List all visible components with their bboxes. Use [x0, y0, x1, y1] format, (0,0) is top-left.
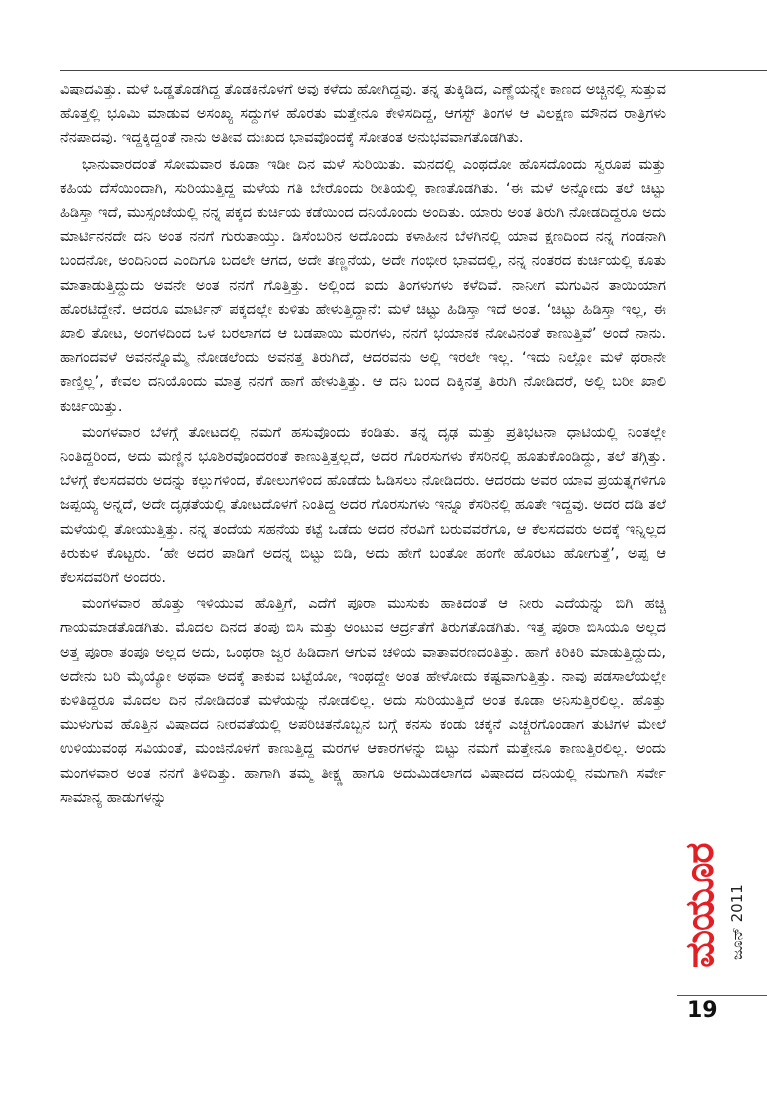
magazine-logo-text: ಮಯೂರ — [677, 843, 723, 968]
page-number: 19 — [687, 998, 718, 1023]
top-rule — [60, 70, 767, 71]
paragraph-2: ಭಾನುವಾರದಂತೆ ಸೋಮವಾರ ಕೂಡಾ ಇಡೀ ದಿನ ಮಳೆ ಸುರಿಯಿತು. ಮನದಲ್ಲಿ ಎಂಥದೋ ಹೊಸದೊಂದು ಸ್ವರೂಪ ಮತ್ತು ಕಹಿಯ ದೆಸೆಯಿಂದಾಗಿ, ಸುರಿಯುತ್ತಿದ್ದ ಮಳೆಯ ಗತಿ ಬೇರೊಂದು ರೀತಿಯಲ್ಲಿ ಕಾಣತೊಡಗಿತು. ‘ಈ ಮಳೆ ಅನ್ನೋದು ತಲೆ ಚಿಟ್ಟು ಹಿಡಿಸ್ತಾ ಇದೆ, ಮುಸ್ಸಂಜೆಯಲ್ಲಿ ನನ್ನ ಪಕ್ಕದ ಕುರ್ಚಿಯ ಕಡೆಯಿಂದ ದನಿಯೊಂದು ಅಂದಿತು. ಯಾರು ಅಂತ ತಿರುಗಿ ನೋಡದಿದ್ದರೂ ಅದು ಮಾರ್ಟಿನನದೇ ದನಿ ಅಂತ ನನಗೆ ಗುರುತಾಯ್ತು. ಡಿಸೆಂಬರಿನ ಅದೊಂದು ಕಳಾಹೀನ ಬೆಳಗಿನಲ್ಲಿ ಯಾವ ಕ್ಷಣದಿಂದ ನನ್ನ ಗಂಡನಾಗಿ ಬಂದನೋ, ಅಂದಿನಿಂದ ಎಂದಿಗೂ ಬದಲೇ ಆಗದ, ಅದೇ ತಣ್ಣನೆಯ, ಅದೇ ಗಂಭೀರ ಭಾವದಲ್ಲಿ, ನನ್ನ ನಂತರದ ಕುರ್ಚಿಯಲ್ಲಿ ಕೂತು ಮಾತಾಡುತ್ತಿದ್ದುದು ಅವನೇ ಅಂತ ನನಗೆ ಗೊತ್ತಿತ್ತು. ಅಲ್ಲಿಂದ ಐದು ತಿಂಗಳುಗಳು ಕಳೆದಿವೆ. ನಾನೀಗ ಮಗುವಿನ ತಾಯಿಯಾಗ ಹೊರಟಿದ್ದೇನೆ. ಆದರೂ ಮಾರ್ಟಿನ್ ಪಕ್ಕದಲ್ಲೇ ಕುಳಿತು ಹೇಳುತ್ತಿದ್ದಾನೆ: ಮಳೆ ಚಿಟ್ಟು ಹಿಡಿಸ್ತಾ ಇದೆ ಅಂತ. ‘ಚಿಟ್ಟು ಹಿಡಿಸ್ತಾ ಇಲ್ಲ, ಈ ಖಾಲಿ ತೋಟ, ಅಂಗಳದಿಂದ ಒಳ ಬರಲಾಗದ ಆ ಬಡಪಾಯಿ ಮರಗಳು, ನನಗೆ ಭಯಾನಕ ನೋವಿನಂತೆ ಕಾಣುತ್ತಿವೆ’ ಅಂದೆ ನಾನು. ಹಾಗಂದವಳೆ ಅವನನ್ನೊಮ್ಮೆ ನೋಡಲೆಂದು ಅವನತ್ತ ತಿರುಗಿದೆ, ಆದರವನು ಅಲ್ಲಿ ಇರಲೇ ಇಲ್ಲ. ‘ಇದು ನಿಲ್ಲೋ ಮಳೆ ಥರಾನೇ ಕಾಣ್ತಿಲ್ಲ’, ಕೇವಲ ದನಿಯೊಂದು ಮಾತ್ರ ನನಗೆ ಹಾಗೆ ಹೇಳುತ್ತಿತ್ತು. ಆ ದನಿ ಬಂದ ದಿಕ್ಕಿನತ್ತ ತಿರುಗಿ ನೋಡಿದರೆ, ಅಲ್ಲಿ ಬರೀ ಖಾಲಿ ಕುರ್ಚಿಯಿತ್ತು. — [60, 155, 666, 415]
paragraph-1: ವಿಷಾದವಿತ್ತು. ಮಳೆ ಒಡ್ಡತೊಡಗಿದ್ದ ತೊಡಕಿನೊಳಗೆ ಅವು ಕಳೆದು ಹೋಗಿದ್ದವು. ತನ್ನ ತುಕ್ಕಿಡಿದ, ಎಣ್ಣೆಯನ್ನೇ ಕಾಣದ ಅಚ್ಚಿನಲ್ಲಿ ಸುತ್ತುವ ಹೊತ್ತಲ್ಲಿ ಭೂಮಿ ಮಾಡುವ ಅಸಂಖ್ಯ ಸದ್ದುಗಳ ಹೊರತು ಮತ್ತೇನೂ ಕೇಳಿಸದಿದ್ದ, ಆಗಸ್ಟ್ ತಿಂಗಳ ಆ ವಿಲಕ್ಷಣ ಮೌನದ ರಾತ್ರಿಗಳು ನೆನಪಾದವು. ಇದ್ದಕ್ಕಿದ್ದಂತೆ ನಾನು ಅತೀವ ದುಃಖದ ಭಾವವೊಂದಕ್ಕೆ ಸೋತಂತ ಅನುಭವವಾಗತೊಡಗಿತು. — [60, 81, 666, 147]
magazine-masthead — [677, 800, 757, 970]
issue-date — [727, 800, 747, 970]
article-body — [60, 78, 666, 810]
paragraph-3: ಮಂಗಳವಾರ ಬೆಳಗ್ಗೆ ತೋಟದಲ್ಲಿ ನಮಗೆ ಹಸುವೊಂದು ಕಂಡಿತು. ತನ್ನ ದೃಢ ಮತ್ತು ಪ್ರತಿಭಟನಾ ಧಾಟಿಯಲ್ಲಿ ನಿಂತಲ್ಲೇ ನಿಂತಿದ್ದರಿಂದ, ಅದು ಮಣ್ಣಿನ ಭೂಶಿರವೊಂದರಂತೆ ಕಾಣುತ್ತಿತ್ತಲ್ಲದೆ, ಅದರ ಗೊರಸುಗಳು ಕೆಸರಿನಲ್ಲಿ ಹೂತುಕೊಂಡಿದ್ದು, ತಲೆ ತಗ್ಗಿತ್ತು. ಬೆಳಗ್ಗೆ ಕೆಲಸದವರು ಅದನ್ನು ಕಲ್ಲುಗಳಿಂದ, ಕೋಲುಗಳಿಂದ ಹೊಡೆದು ಓಡಿಸಲು ನೋಡಿದರು. ಆದರದು ಅವರ ಯಾವ ಪ್ರಯತ್ನಗಳಿಗೂ ಜಪ್ಪಯ್ಯ ಅನ್ನದೆ, ಅದೇ ದೃಢತೆಯಲ್ಲಿ ತೋಟದೊಳಗೆ ನಿಂತಿದ್ದ ಅದರ ಗೊರಸುಗಳು ಇನ್ನೂ ಕೆಸರಿನಲ್ಲಿ ಹೂತೇ ಇದ್ದವು. ಅದರ ದಡಿ ತಲೆ ಮಳೆಯಲ್ಲಿ ತೋಯುತ್ತಿತ್ತು. ನನ್ನ ತಂದೆಯ ಸಹನೆಯ ಕಟ್ಟೆ ಒಡೆದು ಅದರ ನೆರವಿಗೆ ಬರುವವರೆಗೂ, ಆ ಕೆಲಸದವರು ಅದಕ್ಕೆ ಇನ್ನಿಲ್ಲದ ಕಿರುಕುಳ ಕೊಟ್ಟರು. ‘ಹೇ ಅದರ ಪಾಡಿಗೆ ಅದನ್ನ ಬಿಟ್ಟು ಬಿಡಿ, ಅದು ಹೇಗೆ ಬಂತೋ ಹಂಗೇ ಹೊರಟು ಹೋಗುತ್ತೆ’, ಅಪ್ಪ ಆ ಕೆಲಸದವರಿಗೆ ಅಂದರು. — [60, 423, 666, 587]
issue-date-text: ಜೂನ್ 2011 — [728, 884, 746, 960]
paragraph-4: ಮಂಗಳವಾರ ಹೊತ್ತು ಇಳಿಯುವ ಹೊತ್ತಿಗೆ, ಎದೆಗೆ ಪೂರಾ ಮುಸುಕು ಹಾಕಿದಂತೆ ಆ ನೀರು ಎದೆಯನ್ನು ಬಿಗಿ ಹಚ್ಚಿ ಗಾಯಮಾಡತೊಡಗಿತು. ಮೊದಲ ದಿನದ ತಂಪು ಬಿಸಿ ಮತ್ತು ಅಂಟುವ ಆರ್ದ್ರತೆಗೆ ತಿರುಗತೊಡಗಿತು. ಇತ್ತ ಪೂರಾ ಬಿಸಿಯೂ ಅಲ್ಲದ ಅತ್ತ ಪೂರಾ ತಂಪೂ ಅಲ್ಲದ ಅದು, ಒಂಥರಾ ಜ್ವರ ಹಿಡಿದಾಗ ಆಗುವ ಚಳಿಯ ವಾತಾವರಣದಂತಿತ್ತು. ಹಾಗೆ ಕಿರಿಕಿರಿ ಮಾಡುತ್ತಿದ್ದುದು, ಅದೇನು ಬರಿ ಮೈಯ್ಯೋ ಅಥವಾ ಅದಕ್ಕೆ ತಾಕುವ ಬಟ್ಟೆಯೋ, ಇಂಥದ್ದೇ ಅಂತ ಹೇಳೋದು ಕಷ್ಟವಾಗುತ್ತಿತ್ತು. ನಾವು ಪಡಸಾಲೆಯಲ್ಲೇ ಕುಳಿತಿದ್ದರೂ ಮೊದಲ ದಿನ ನೋಡಿದಂತೆ ಮಳೆಯನ್ನು ನೋಡಲಿಲ್ಲ. ಅದು ಸುರಿಯುತ್ತಿದೆ ಅಂತ ಕೂಡಾ ಅನಿಸುತ್ತಿರಲಿಲ್ಲ. ಹೊತ್ತು ಮುಳುಗುವ ಹೊತ್ತಿನ ವಿಷಾದದ ನೀರವತೆಯಲ್ಲಿ ಅಪರಿಚಿತನೊಬ್ಬನ ಬಗ್ಗೆ ಕನಸು ಕಂಡು ಚಕ್ಕನೆ ಎಚ್ಚರಗೊಂಡಾಗ ತುಟಿಗಳ ಮೇಲೆ ಉಳಿಯುವಂಥ ಸವಿಯಂತೆ, ಮಂಜಿನೊಳಗೆ ಕಾಣುತ್ತಿದ್ದ ಮರಗಳ ಆಕಾರಗಳನ್ನು ಬಿಟ್ಟು ನಮಗೆ ಮತ್ತೇನೂ ಕಾಣುತ್ತಿರಲಿಲ್ಲ. ಅಂದು ಮಂಗಳವಾರ ಅಂತ ನನಗೆ ತಿಳಿದಿತ್ತು. ಹಾಗಾಗಿ ತಮ್ಮ ತೀಕ್ಷ್ಣ ಹಾಗೂ ಅದುಮಿಡಲಾಗದ ವಿಷಾದದ ದನಿಯಲ್ಲಿ ನಮಗಾಗಿ ಸರ್ವೇ ಸಾಮಾನ್ಯ ಹಾಡುಗಳನ್ನು — [60, 595, 666, 806]
page-number-rule — [677, 995, 767, 996]
magazine-logo — [677, 843, 723, 968]
